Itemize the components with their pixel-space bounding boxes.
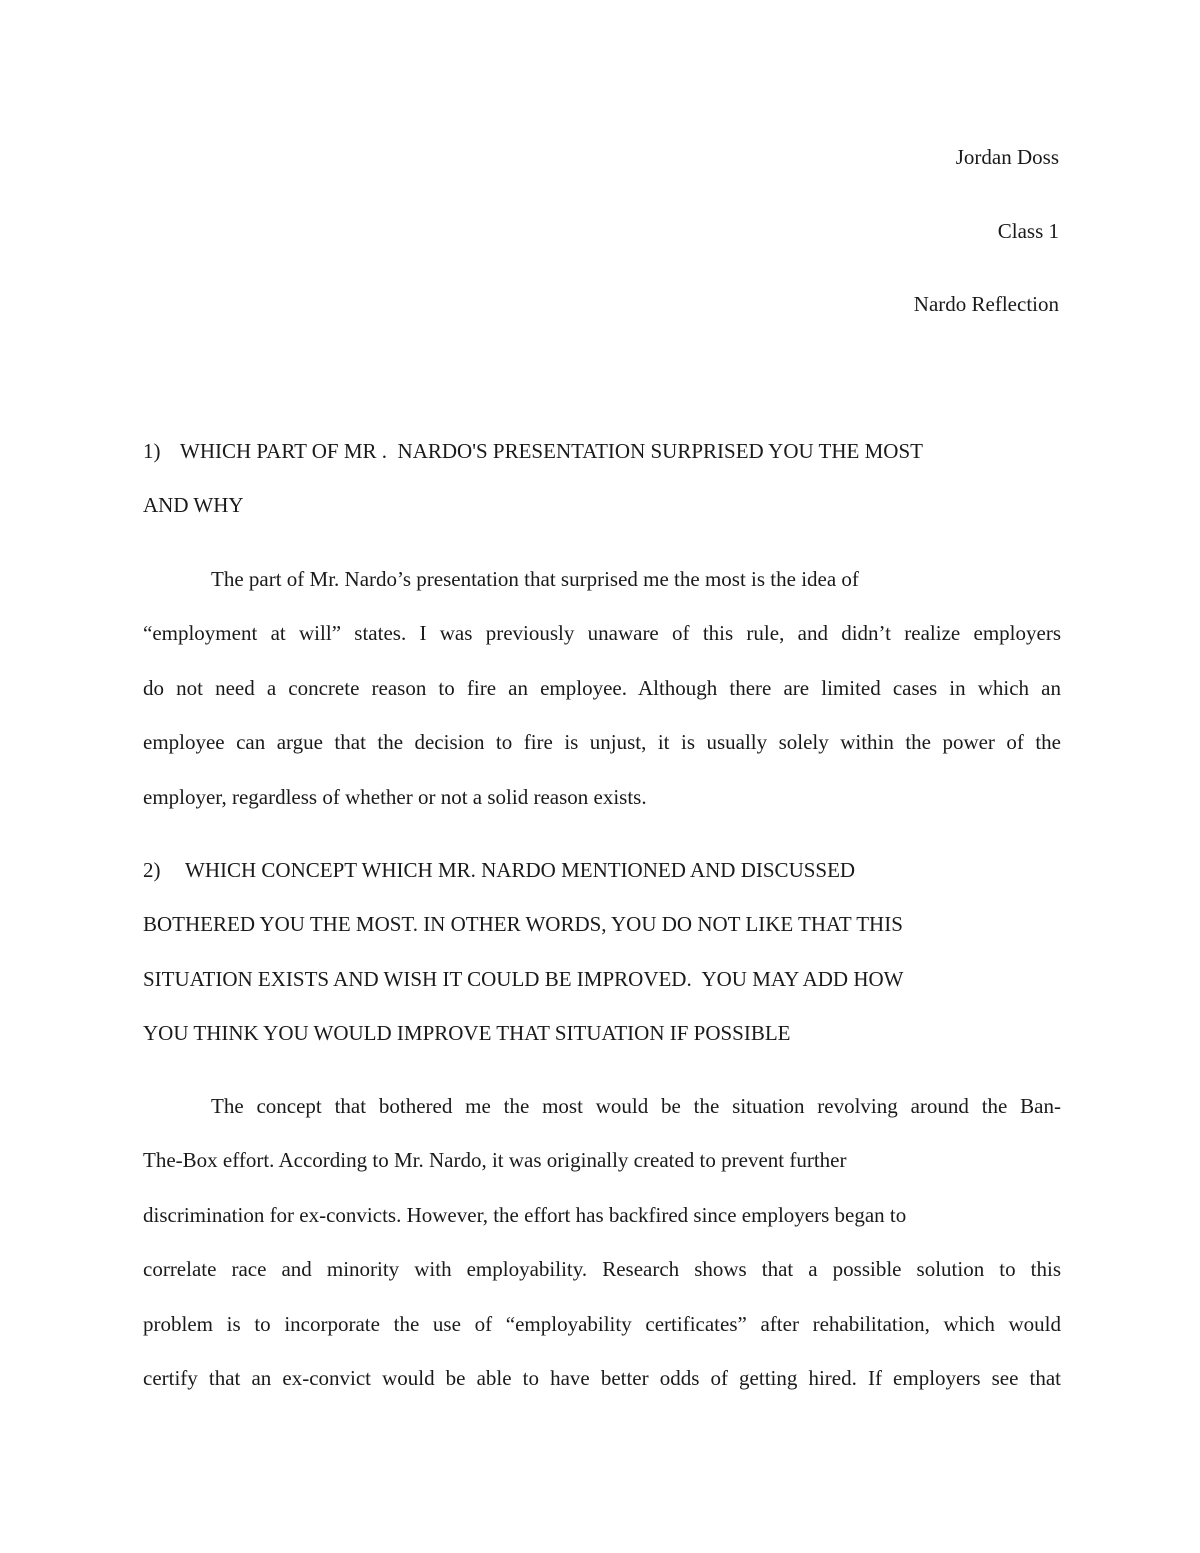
answer-1-line: employer, regardless of whether or not a solid reason exists. [143,784,647,809]
document-title: Nardo Reflection [913,292,1059,316]
author-name: Jordan Doss [955,145,1059,169]
answer-2-line: The-Box effort. According to Mr. Nardo, it was originally created to prevent further [143,1148,847,1173]
answer-2 [143,1093,1061,1419]
question-2-line: YOU THINK YOU WOULD IMPROVE THAT SITUATION IF POSSIBLE [143,1021,791,1046]
question-1-text: WHICH PART OF MR . NARDO'S PRESENTATION SURPRISED YOU THE MOST [180,439,923,463]
question-2-number: 2) [143,858,161,882]
answer-2-line: correlate race and minority with employability. Research shows that a possible solution to this [143,1257,1061,1282]
class-name: Class 1 [997,219,1059,243]
answer-1-line: employee can argue that the decision to fire is unjust, it is usually solely within the power of the [143,730,1061,755]
question-1 [143,438,1061,547]
answer-1 [143,566,1061,838]
answer-2-line: problem is to incorporate the use of “employability certificates” after rehabilitation, which would [143,1311,1061,1336]
question-1-line [143,438,1061,492]
answer-2-line: The concept that bothered me the most would be the situation revolving around the Ban- [211,1094,1061,1118]
answer-1-line: The part of Mr. Nardo’s presentation that surprised me the most is the idea of [211,567,859,591]
question-1-line: AND WHY [143,493,244,518]
answer-1-line: do not need a concrete reason to fire an employee. Although there are limited cases in which an [143,675,1061,700]
question-2-line: BOTHERED YOU THE MOST. IN OTHER WORDS, YOU DO NOT LIKE THAT THIS [143,912,903,937]
answer-2-line: certify that an ex-convict would be able to have better odds of getting hired. If employers see that [143,1365,1061,1390]
question-2 [143,857,1061,1075]
question-2-line: SITUATION EXISTS AND WISH IT COULD BE IMPROVED. YOU MAY ADD HOW [143,966,904,991]
answer-2-line: discrimination for ex-convicts. However, the effort has backfired since employers began to [143,1202,907,1227]
answer-1-line: “employment at will” states. I was previously unaware of this rule, and didn’t realize employers [143,621,1061,646]
question-1-number: 1) [143,439,161,463]
question-2-text: WHICH CONCEPT WHICH MR. NARDO MENTIONED AND DISCUSSED [185,858,856,882]
question-2-line [143,857,1061,911]
